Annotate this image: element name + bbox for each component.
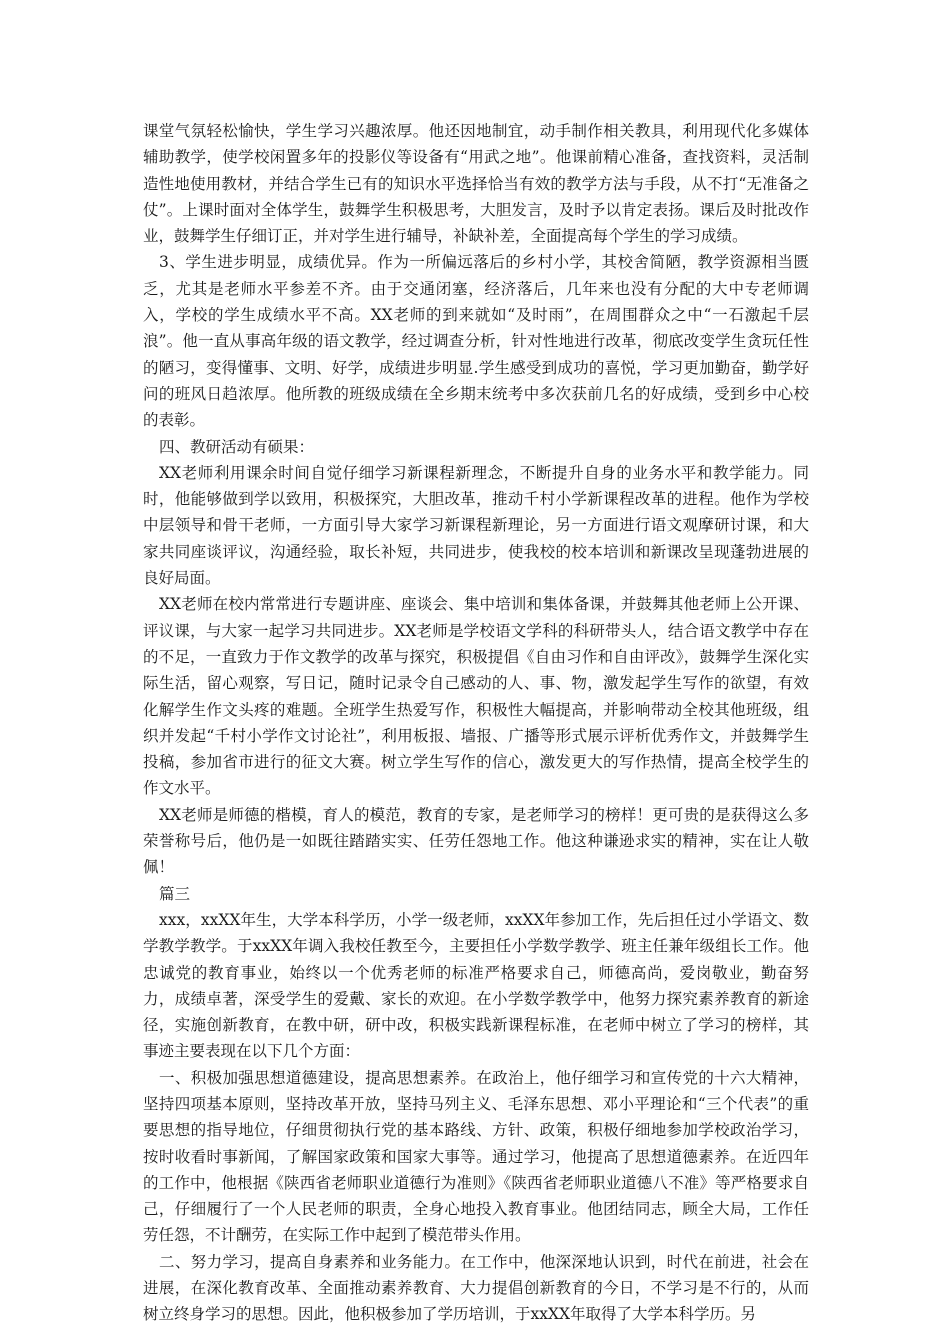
- paragraph-research-2: XX老师在校内常常进行专题讲座、座谈会、集中培训和集体备课，并鼓舞其他老师上公开课、评议课，与大家一起学习共同进步。XX老师是学校语文学科的科研带头人，结合语文教学中存在的不足，一直致力于作文教学的改革与探究，积极提倡《自由习作和自由评改》，鼓舞学生深化实际生活，留心观察，写日记，随时记录令自己感动的人、事、物，激发起学生写作的欲望，有效化解学生作文头疼的难题。全班学生热爱写作，积极性大幅提高，并影响带动全校其他班级，组织并发起“千村小学作文讨论社”，利用板报、墙报、广播等形式展示评析优秀作文，并鼓舞学生投稿，参加省市进行的征文大赛。树立学生写作的信心，激发更大的写作热情，提高全校学生的作文水平。: [143, 595, 809, 798]
- section-heading-research: 四、教研活动有硕果：: [159, 437, 315, 456]
- paragraph-research-1: XX老师利用课余时间自觉仔细学习新课程新理念，不断提升自身的业务水平和教学能力。同时，他能够做到学以致用，积极探究，大胆改革，推动千村小学新课程改革的进程。他作为学校中层领导和骨干老师，一方面引导大家学习新课程新理论，另一方面进行语文观摩研讨课，和大家共同座谈评议，沟通经验，取长补短，共同进步，使我校的校本培训和新课改呈现蓬勃进展的良好局面。: [143, 463, 809, 588]
- paragraph-intro: xxx，xxXX年生，大学本科学历，小学一级老师，xxXX年参加工作，先后担任过小学语文、数学教学教学。于xxXX年调入我校任教至今，主要担任小学数学教学、班主任兼年级组长工作。他忠诚党的教育事业，始终以一个优秀老师的标准严格要求自己，师德高尚，爱岗敬业，勤奋努力，成绩卓著，深受学生的爱戴、家长的欢迎。在小学数学教学中，他努力探究素养教育的新途径，实施创新教育，在教中研，研中改，积极实践新课程标准，在老师中树立了学习的榜样，其事迹主要表现在以下几个方面：: [143, 910, 809, 1061]
- paragraph-summary: XX老师是师德的楷模，育人的模范，教育的专家，是老师学习的榜样！更可贵的是获得这么多荣誉称号后，他仍是一如既往踏踏实实、任劳任怨地工作。他这种谦逊求实的精神，实在让人敬佩！: [143, 805, 809, 877]
- paragraph-continued: 课堂气氛轻松愉快，学生学习兴趣浓厚。他还因地制宜，动手制作相关教具，利用现代化多媒体辅助教学，使学校闲置多年的投影仪等设备有“用武之地”。他课前精心准备，查找资料，灵活制造性地使用教材，并结合学生已有的知识水平选择恰当有效的教学方法与手段，从不打“无准备之仗”。上课时面对全体学生，鼓舞学生积极思考，大胆发言，及时予以肯定表扬。课后及时批改作业，鼓舞学生仔细订正，并对学生进行辅导，补缺补差，全面提高每个学生的学习成绩。: [143, 122, 809, 246]
- paragraph-study: 二、努力学习，提高自身素养和业务能力。在工作中，他深深地认识到，时代在前进，社会在进展，在深化教育改革、全面推动素养教育、大力提倡创新教育的今日，不学习是不行的，从而树立终身学习的思想。因此，他积极参加了学历培训，于xxXX年取得了大学本科学历。另: [143, 1252, 809, 1324]
- paragraph-student-progress: 3、学生进步明显，成绩优异。作为一所偏远落后的乡村小学，其校舍简陋，教学资源相当匮乏，尤其是老师水平参差不齐。由于交通闭塞，经济落后，几年来也没有分配的大中专老师调入，学校的学生成绩水平不高。XX老师的到来就如“及时雨”，在周围群众之中“一石激起千层浪”。他一直从事高年级的语文教学，经过调查分析，针对性地进行改革，彻底改变学生贪玩任性的陋习，变得懂事、文明、好学，成绩进步明显.学生感受到成功的喜悦，学习更加勤奋，勤学好问的班风日趋浓厚。他所教的班级成绩在全乡期末统考中多次获前几名的好成绩，受到乡中心校的表彰。: [143, 253, 809, 430]
- paragraph-moral-building: 一、积极加强思想道德建设，提高思想素养。在政治上，他仔细学习和宣传党的十六大精神，坚持四项基本原则，坚持改革开放，坚持马列主义、毛泽东思想、邓小平理论和“三个代表”的重要思想的指导地位，仔细贯彻执行党的基本路线、方针、政策，积极仔细地参加学校政治学习，按时收看时事新闻，了解国家政策和国家大事等。通过学习，他提高了思想道德素养。在近四年的工作中，他根据《陕西省老师职业道德行为准则》《陕西省老师职业道德八不准》等严格要求自己，仔细履行了一个人民老师的职责，全身心地投入教育事业。他团结同志，顾全大局，工作任劳任怨，不计酬劳，在实际工作中起到了模范带头作用。: [143, 1068, 809, 1245]
- section-title-part-three: 篇三: [159, 884, 191, 903]
- document-page: [143, 118, 809, 1328]
